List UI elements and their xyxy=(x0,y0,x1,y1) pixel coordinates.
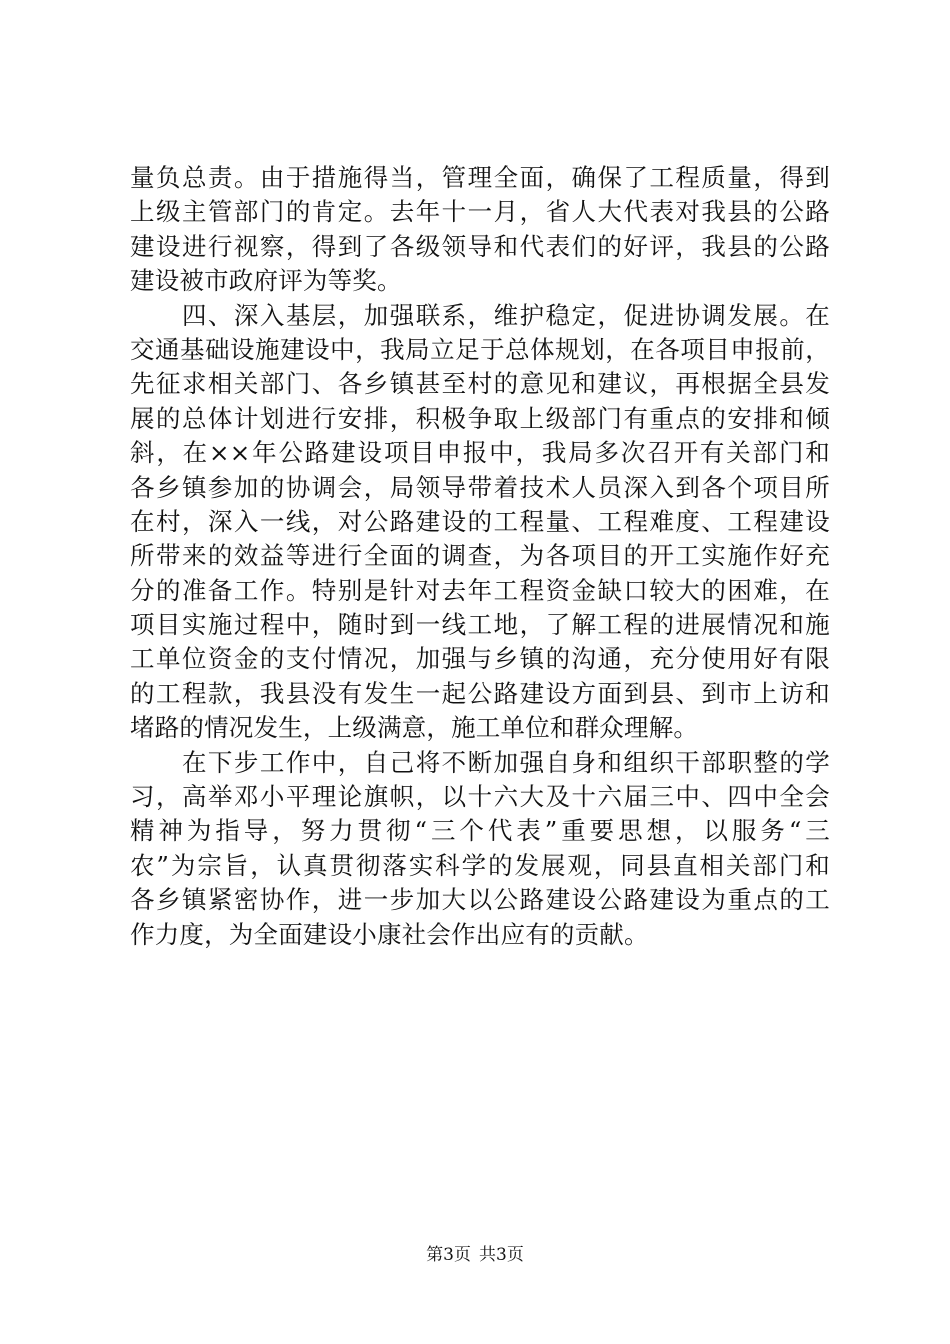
text-line: 斜，在××年公路建设项目申报中，我局多次召开有关部门和 xyxy=(130,438,830,468)
text-line: 先征求相关部门、各乡镇甚至村的意见和建议，再根据全县发 xyxy=(130,369,830,399)
text-line: 交通基础设施建设中，我局立足于总体规划，在各项目申报前， xyxy=(130,334,830,364)
text-line: 各乡镇参加的协调会，局领导带着技术人员深入到各个项目所 xyxy=(130,472,830,502)
text-line: 作力度，为全面建设小康社会作出应有的贡献。 xyxy=(130,919,649,949)
text-line: 项目实施过程中，随时到一线工地，了解工程的进展情况和施 xyxy=(130,610,830,640)
text-line: 堵路的情况发生，上级满意，施工单位和群众理解。 xyxy=(130,713,699,743)
text-line: 建设被市政府评为等奖。 xyxy=(130,266,402,296)
text-line: 所带来的效益等进行全面的调查，为各项目的开工实施作好充 xyxy=(130,541,830,571)
page-number: 第3页 xyxy=(426,1245,471,1265)
page-total: 共3页 xyxy=(479,1245,524,1265)
text-line: 分的准备工作。特别是针对去年工程资金缺口较大的困难，在 xyxy=(130,575,830,605)
text-line: 在下步工作中，自己将不断加强自身和组织干部职整的学 xyxy=(130,747,830,777)
text-line: 建设进行视察，得到了各级领导和代表们的好评，我县的公路 xyxy=(130,231,830,261)
text-line: 工单位资金的支付情况，加强与乡镇的沟通，充分使用好有限 xyxy=(130,644,830,674)
text-line: 展的总体计划进行安排，积极争取上级部门有重点的安排和倾 xyxy=(130,403,830,433)
text-line: 的工程款，我县没有发生一起公路建设方面到县、到市上访和 xyxy=(130,678,830,708)
text-line: 量负总责。由于措施得当，管理全面，确保了工程质量，得到 xyxy=(130,163,830,192)
text-line: 精神为指导，努力贯彻“三个代表”重要思想，以服务“三 xyxy=(130,816,830,846)
text-line: 四、深入基层，加强联系，维护稳定，促进协调发展。在 xyxy=(130,300,830,330)
text-line: 上级主管部门的肯定。去年十一月，省人大代表对我县的公路 xyxy=(130,197,830,227)
text-line: 在村，深入一线，对公路建设的工程量、工程难度、工程建设 xyxy=(130,506,830,536)
document-body xyxy=(130,161,830,952)
text-line: 农”为宗旨，认真贯彻落实科学的发展观，同县直相关部门和 xyxy=(130,850,830,880)
text-line: 习，高举邓小平理论旗帜，以十六大及十六届三中、四中全会 xyxy=(130,782,830,812)
text-line: 各乡镇紧密协作，进一步加大以公路建设公路建设为重点的工 xyxy=(130,885,830,915)
page-footer xyxy=(0,1244,950,1266)
